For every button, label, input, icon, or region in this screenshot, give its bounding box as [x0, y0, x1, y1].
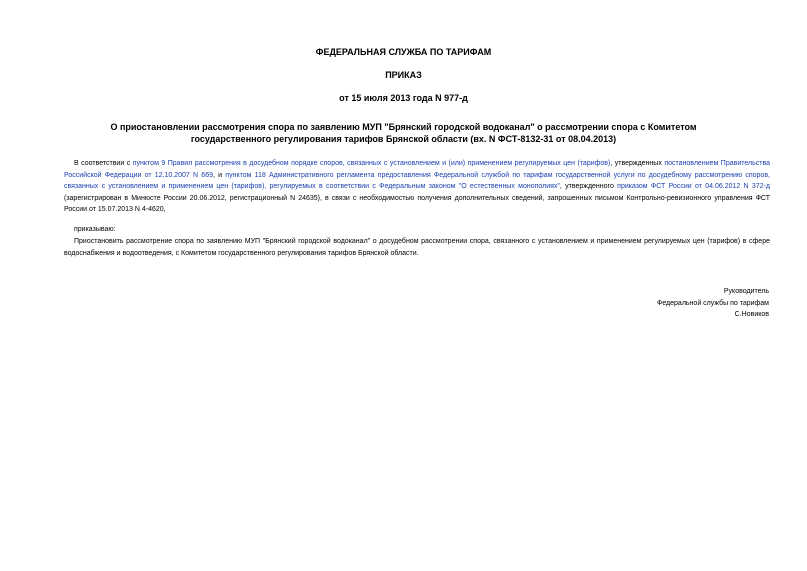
signature-block: [657, 286, 769, 321]
preamble-text-4: , утвержденного: [559, 183, 618, 190]
order-paragraph: Приостановить рассмотрение спора по заявлению МУП "Брянский городской водоканал" о досудебном рассмотрении спора, связанного с установлением и применением регулируемых цен (тарифов) в сфере водоснабжения и водоотведения, с Комитетом государственного регулирования тарифов Брянской области.: [64, 238, 770, 257]
preamble-text-1: В соответствии с: [74, 160, 133, 167]
preamble-text-2: , утвержденных: [610, 160, 665, 167]
agency-name: ФЕДЕРАЛЬНАЯ СЛУЖБА ПО ТАРИФАМ: [315, 47, 492, 57]
signer-organization: Федеральной службы по тарифам: [657, 299, 769, 307]
preamble-text-5: (зарегистрирован в Минюсте России 20.06.2012, регистрационный N 24635), в связи с необходимостью получения дополнительных сведений, запрошенных письмом Контрольно-ревизионного управления ФСТ России от 15.07.2013 N 4-4620,: [64, 194, 770, 213]
rules-item-9-link[interactable]: пунктом 9 Правил рассмотрения в досудебном порядке споров, связанных с установлением и (или) применением регулируемых цен (тарифов): [132, 160, 611, 167]
regulation-item-118-link[interactable]: пунктом 118 Административного регламента предоставления Федеральной службой по тарифам государственной услуги по досудебному рассмотрению споров, связанных с установлением и применением цен (тарифов), регулируемых в соответствии с Федеральным законом "О естественных монополиях": [64, 171, 770, 190]
signer-name: С.Новиков: [734, 311, 769, 318]
preamble-paragraph: [64, 158, 770, 216]
government-decree-link[interactable]: постановлением Правительства Российской Федерации от 12.10.2007 N 669: [64, 160, 771, 179]
document-type: ПРИКАЗ: [385, 70, 422, 80]
preamble-text-3: , и: [212, 171, 226, 179]
signer-title: Руководитель: [723, 288, 769, 295]
fst-order-link[interactable]: приказом ФСТ России от 04.06.2012 N 372-д: [617, 183, 771, 190]
order-word: приказываю:: [74, 226, 116, 233]
document-subject: О приостановлении рассмотрения спора по заявлению МУП "Брянский городской водоканал" о рассмотрении спора с Комитетом государственного регулирования тарифов Брянской области (вх. N ФСТ-8132-31 от 08.04.2013): [110, 122, 697, 144]
document-date: от 15 июля 2013 года N 977-д: [339, 93, 468, 103]
